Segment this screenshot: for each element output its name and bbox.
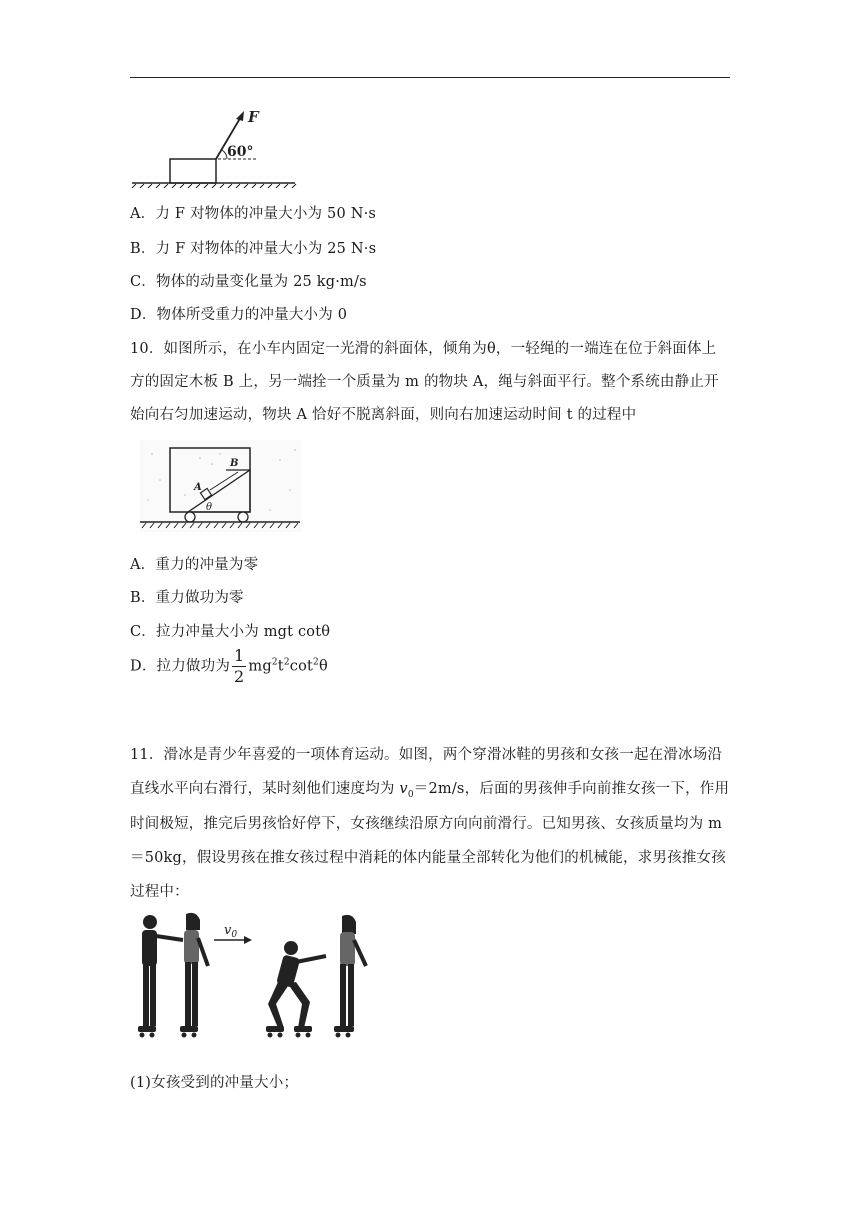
skater-boy-right <box>266 941 326 1038</box>
q9-option-a: A．力 F 对物体的冲量大小为 50 N·s <box>130 206 377 222</box>
label-theta: θ <box>206 502 213 513</box>
q10-option-d <box>130 648 328 685</box>
q10-stem-line-3: 始向右匀加速运动，物块 A 恰好不脱离斜面，则向右加速运动时间 t 的过程中 <box>130 407 637 423</box>
q11-stem-line-2-a: 直线水平向右滑行，某时刻他们速度均为 <box>130 781 400 797</box>
label-b: B <box>230 458 239 469</box>
q11-stem-line-2 <box>130 777 729 800</box>
formula-cot: cot <box>289 658 314 675</box>
formula-sup-1: 2 <box>271 657 278 668</box>
skater-boy-left <box>138 915 183 1038</box>
label-a: A <box>194 482 202 493</box>
q9-option-d: D．物体所受重力的冲量大小为 0 <box>130 307 348 323</box>
angle-label: 60° <box>227 144 254 160</box>
formula-t: t <box>277 658 284 675</box>
fraction-denominator: 2 <box>234 667 245 686</box>
formula-sup-3: 2 <box>313 657 319 668</box>
skater-girl-right <box>334 915 366 1038</box>
q10-stem-line-2: 方的固定木板 B 上，另一端拴一个质量为 m 的物块 A，绳与斜面平行。整个系统由静止开 <box>130 374 719 390</box>
q10-option-d-prefix: D．拉力做功为 <box>130 658 231 675</box>
wheel-right <box>238 512 248 522</box>
fraction-numerator: 1 <box>234 646 245 665</box>
block <box>170 159 216 183</box>
q10-stem-line-1: 10．如图所示，在小车内固定一光滑的斜面体，倾角为θ，一轻绳的一端连在位于斜面体上 <box>130 341 717 357</box>
q11-stem-line-1: 11．滑冰是青少年喜爱的一项体育运动。如图，两个穿滑冰鞋的男孩和女孩一起在滑冰场沿 <box>130 747 723 763</box>
q10-option-a: A．重力的冲量为零 <box>130 557 259 573</box>
formula-mg: mg <box>248 658 272 675</box>
q11-velocity-symbol: v <box>399 781 408 797</box>
q9-option-b: B．力 F 对物体的冲量大小为 25 N·s <box>130 241 377 257</box>
skater-girl-left <box>180 913 208 1038</box>
force-arrowhead <box>236 111 244 121</box>
q11-stem-line-2-b: ＝2m/s，后面的男孩伸手向前推女孩一下，作用 <box>413 781 730 797</box>
q11-sub-question-1: (1)女孩受到的冲量大小； <box>130 1075 299 1091</box>
q11-skaters-figure <box>128 910 388 1045</box>
velocity-label: $v_0$ <box>224 923 238 940</box>
force-label: F <box>248 108 259 126</box>
formula-theta: θ <box>318 658 328 675</box>
fraction-one-half <box>232 648 246 685</box>
q10-option-c: C．拉力冲量大小为 mgt cotθ <box>130 624 331 640</box>
q10-option-b: B．重力做功为零 <box>130 590 244 606</box>
q10-cart-diagram <box>140 440 302 532</box>
q11-stem-line-5: 过程中： <box>130 884 189 900</box>
q9-force-diagram <box>130 106 300 188</box>
q11-velocity-sub: 0 <box>407 789 414 800</box>
q9-option-c: C．物体的动量变化量为 25 kg·m/s <box>130 274 367 290</box>
q11-stem-line-4: ＝50kg，假设男孩在推女孩过程中消耗的体内能量全部转化为他们的机械能，求男孩推女孩 <box>130 850 726 866</box>
header-rule <box>130 77 730 78</box>
q11-stem-line-3: 时间极短，推完后男孩恰好停下，女孩继续沿原方向向前滑行。已知男孩、女孩质量均为 m <box>130 816 723 832</box>
wheel-left <box>185 512 195 522</box>
formula-sup-2: 2 <box>283 657 290 668</box>
